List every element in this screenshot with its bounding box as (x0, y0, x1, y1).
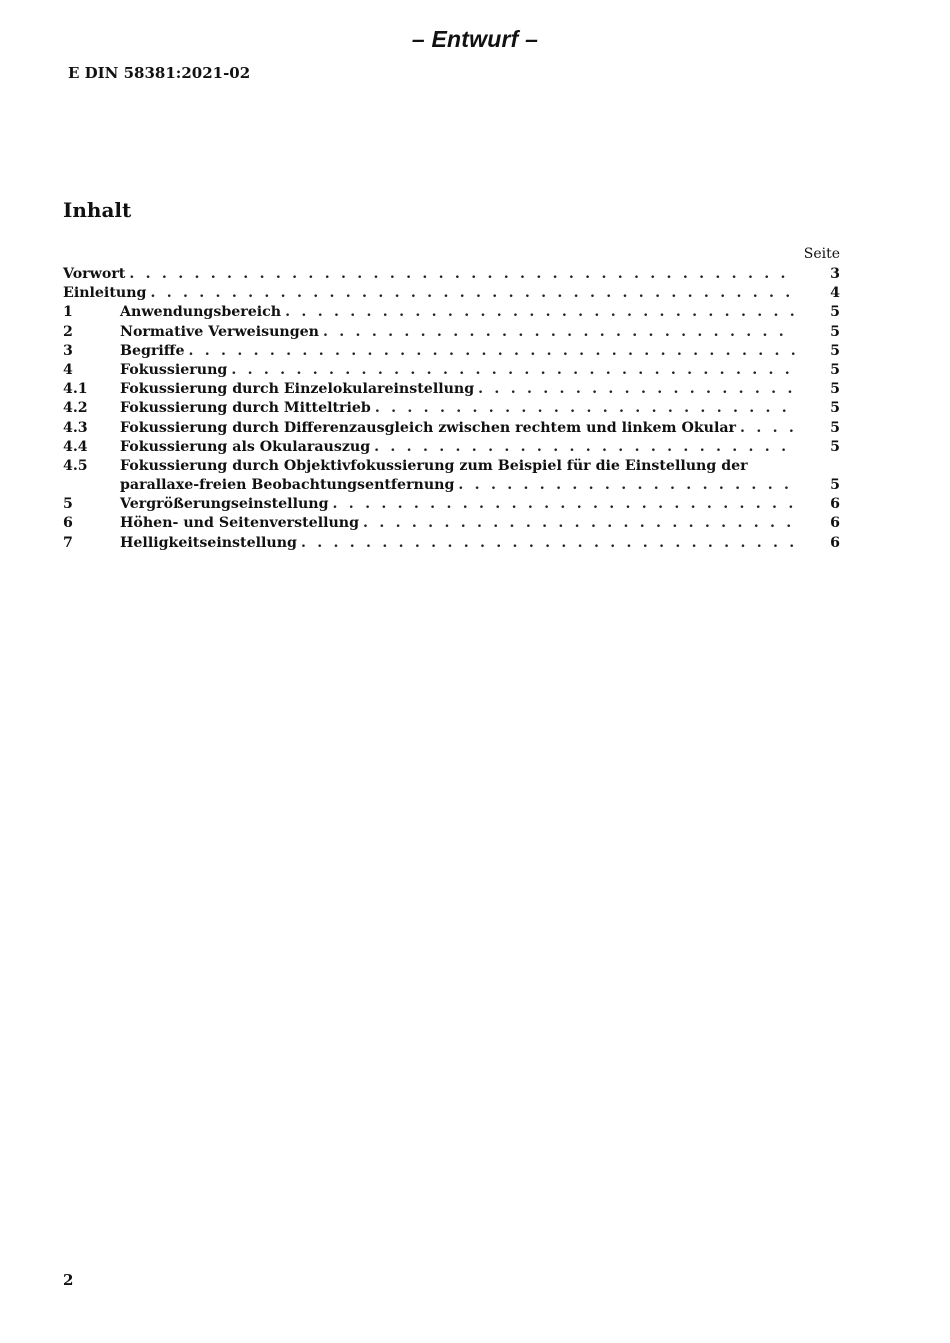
toc-entry-4-4[interactable] (63, 438, 840, 457)
toc-entry-number: 2 (63, 323, 73, 340)
toc-entry-4-1[interactable] (63, 380, 840, 399)
toc-entry-page: 5 (830, 419, 840, 436)
dot-leader (374, 438, 796, 457)
draft-banner: – Entwurf – (411, 26, 539, 52)
toc-entry-title: Fokussierung durch Mitteltrieb (120, 400, 371, 417)
dot-leader (333, 495, 796, 514)
toc-entry-title: Begriffe (120, 342, 185, 359)
toc-entry-number: 5 (63, 496, 73, 513)
page-number: 2 (63, 1271, 74, 1289)
toc-entry-number: 3 (63, 342, 73, 359)
toc-entry-title: Normative Verweisungen (120, 323, 319, 340)
toc-entry-title: Vergrößerungseinstellung (120, 496, 329, 513)
toc-entry-4-3[interactable] (63, 419, 840, 438)
dot-leader (129, 265, 796, 284)
toc-entry-title: Fokussierung durch Differenzausgleich zwischen rechtem und linkem Okular (120, 419, 737, 436)
toc-entry-page: 4 (830, 285, 840, 302)
document-id: E DIN 58381:2021-02 (68, 64, 251, 82)
toc-entry-page: 5 (830, 304, 840, 321)
toc-entry-title: Fokussierung als Okularauszug (120, 438, 371, 455)
toc-entry-4-5[interactable] (63, 457, 840, 476)
dot-leader (285, 303, 796, 322)
toc-entry-einleitung[interactable] (63, 284, 840, 303)
toc-entry-page: 5 (830, 381, 840, 398)
toc-entry-5[interactable] (63, 495, 840, 514)
toc-entry-6[interactable] (63, 514, 840, 533)
toc-entry-page: 6 (830, 496, 840, 513)
toc-entry-2[interactable] (63, 323, 840, 342)
toc-entry-title: Fokussierung (120, 361, 228, 378)
toc-entry-3[interactable] (63, 342, 840, 361)
toc-entry-number: 6 (63, 515, 73, 532)
toc-entry-page: 5 (830, 400, 840, 417)
toc-entry-title: Vorwort (63, 266, 126, 282)
toc-entry-page: 3 (830, 266, 840, 282)
dot-leader (188, 342, 796, 361)
dot-leader (231, 361, 796, 380)
toc-entry-number: 4.3 (63, 419, 88, 436)
toc-entry-page: 6 (830, 515, 840, 532)
toc-entry-1[interactable] (63, 303, 840, 322)
toc-entry-title: Fokussierung durch Einzelokulareinstellung (120, 381, 475, 398)
page-column-label: Seite (803, 246, 840, 262)
dot-leader (478, 380, 796, 399)
toc-entry-4-2[interactable] (63, 399, 840, 418)
toc-entry-title-continued: parallaxe-freien Beobachtungsentfernung (120, 477, 455, 494)
toc-entry-number: 4.1 (63, 381, 88, 398)
toc-entry-title: Helligkeitseinstellung (120, 534, 297, 551)
table-of-contents (63, 265, 840, 553)
toc-entry-number: 4.4 (63, 438, 88, 455)
toc-entry-title: Einleitung (63, 285, 147, 302)
toc-entry-7[interactable] (63, 534, 840, 553)
toc-heading: Inhalt (63, 198, 132, 222)
toc-entry-title: Anwendungsbereich (120, 304, 282, 321)
toc-entry-4-5-continued[interactable] (63, 476, 840, 495)
toc-entry-page: 5 (830, 361, 840, 378)
toc-entry-page: 5 (830, 323, 840, 340)
toc-entry-number: 4 (63, 361, 73, 378)
toc-entry-page: 5 (830, 477, 840, 494)
dot-leader (740, 419, 796, 438)
dot-leader (458, 476, 796, 495)
dot-leader (150, 284, 796, 303)
toc-entry-page: 6 (830, 534, 840, 551)
dot-leader (375, 399, 796, 418)
toc-entry-number: 4.2 (63, 400, 88, 417)
toc-entry-number: 4.5 (63, 457, 88, 474)
toc-entry-number: 7 (63, 534, 73, 551)
toc-entry-page: 5 (830, 342, 840, 359)
toc-entry-title: Höhen- und Seitenverstellung (120, 515, 360, 532)
dot-leader (301, 534, 796, 553)
toc-entry-4[interactable] (63, 361, 840, 380)
toc-entry-number: 1 (63, 304, 73, 321)
toc-entry-page: 5 (830, 438, 840, 455)
dot-leader (363, 514, 796, 533)
dot-leader (323, 323, 796, 342)
toc-entry-vorwort[interactable] (63, 265, 840, 284)
toc-entry-title: Fokussierung durch Objektivfokussierung zum Beispiel für die Einstellung der (120, 457, 748, 474)
